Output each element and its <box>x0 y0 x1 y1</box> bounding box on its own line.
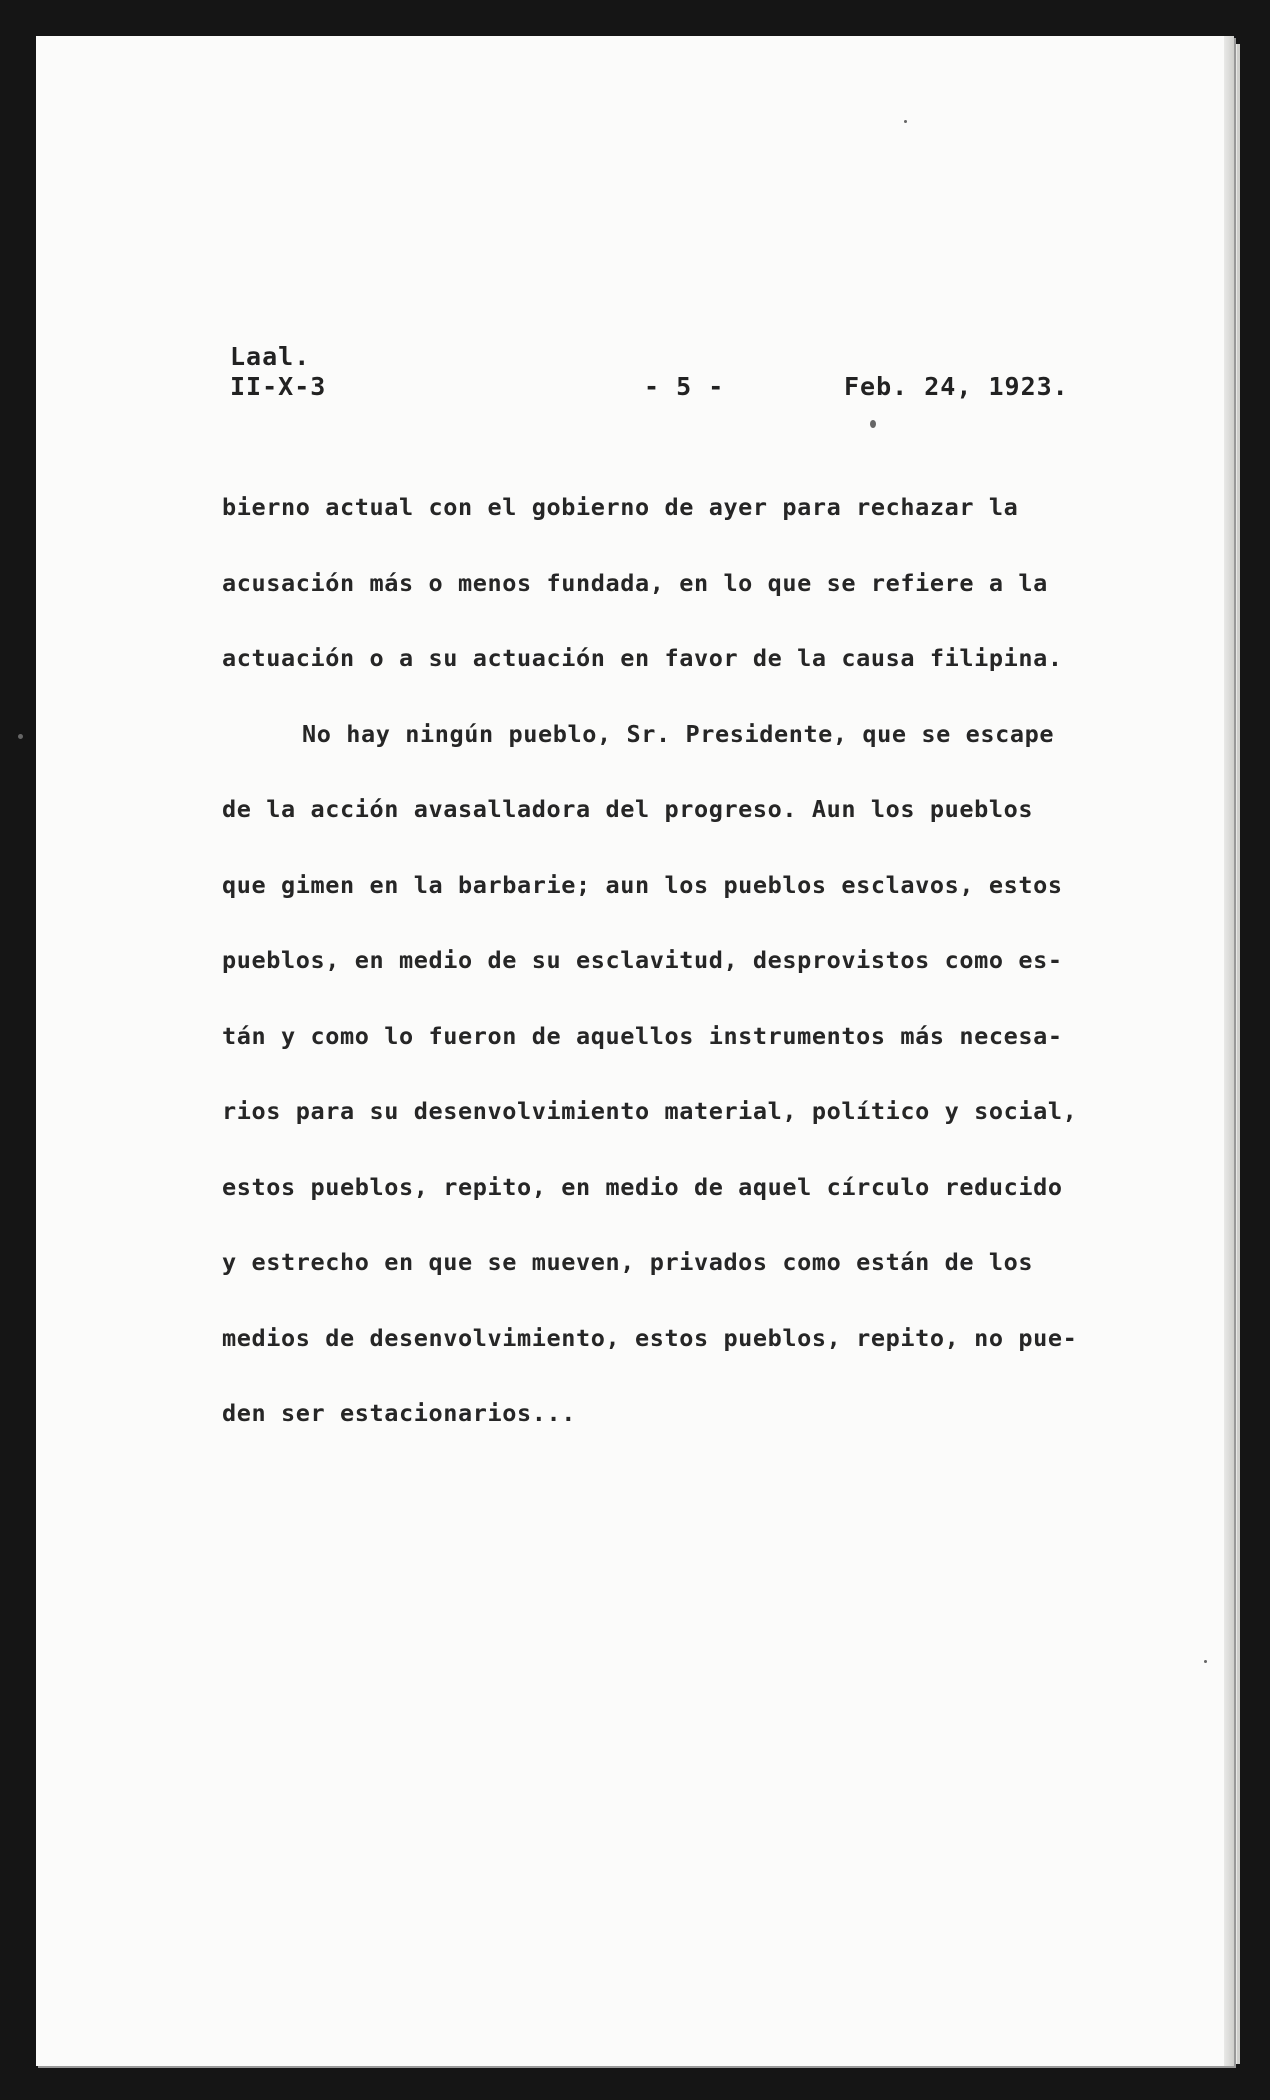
page-edge <box>1224 36 1234 2066</box>
text-line: actuación o a su actuación en favor de la causa filipina. <box>222 644 1063 672</box>
text-line: acusación más o menos fundada, en lo que se refiere a la <box>222 568 1048 597</box>
reference-line-2: II-X-3 <box>230 372 327 401</box>
text-line: y estrecho en que se mueven, privados como están de los <box>222 1248 1034 1276</box>
text-line: pueblos, en medio de su esclavitud, desprovistos como es- <box>222 946 1063 974</box>
body-text <box>222 470 1102 1452</box>
text-line: medios de desenvolvimiento, estos pueblos, repito, no pue- <box>222 1323 1078 1352</box>
document-date: Feb. 24, 1923. <box>844 372 1069 401</box>
text-line: den ser estacionarios... <box>222 1399 576 1427</box>
text-line: de la acción avasalladora del progreso. Aun los pueblos <box>222 795 1034 823</box>
page-number: - 5 - <box>644 372 725 401</box>
scan-speck <box>1204 1660 1207 1663</box>
text-line: bierno actual con el gobierno de ayer para rechazar la <box>222 493 1019 521</box>
scan-speck <box>904 120 907 123</box>
reference-line-1: Laal. <box>230 342 311 371</box>
text-line: que gimen en la barbarie; aun los pueblos esclavos, estos <box>222 870 1063 899</box>
text-line-paragraph-start: No hay ningún pueblo, Sr. Presidente, que se escape <box>302 719 1055 748</box>
scan-speck <box>870 420 876 428</box>
text-line: estos pueblos, repito, en medio de aquel círculo reducido <box>222 1172 1063 1201</box>
text-line: tán y como lo fueron de aquellos instrumentos más necesa- <box>222 1021 1063 1050</box>
document-reference <box>230 342 326 402</box>
scan-speck <box>18 734 23 739</box>
text-line: rios para su desenvolvimiento material, político y social, <box>222 1097 1078 1125</box>
